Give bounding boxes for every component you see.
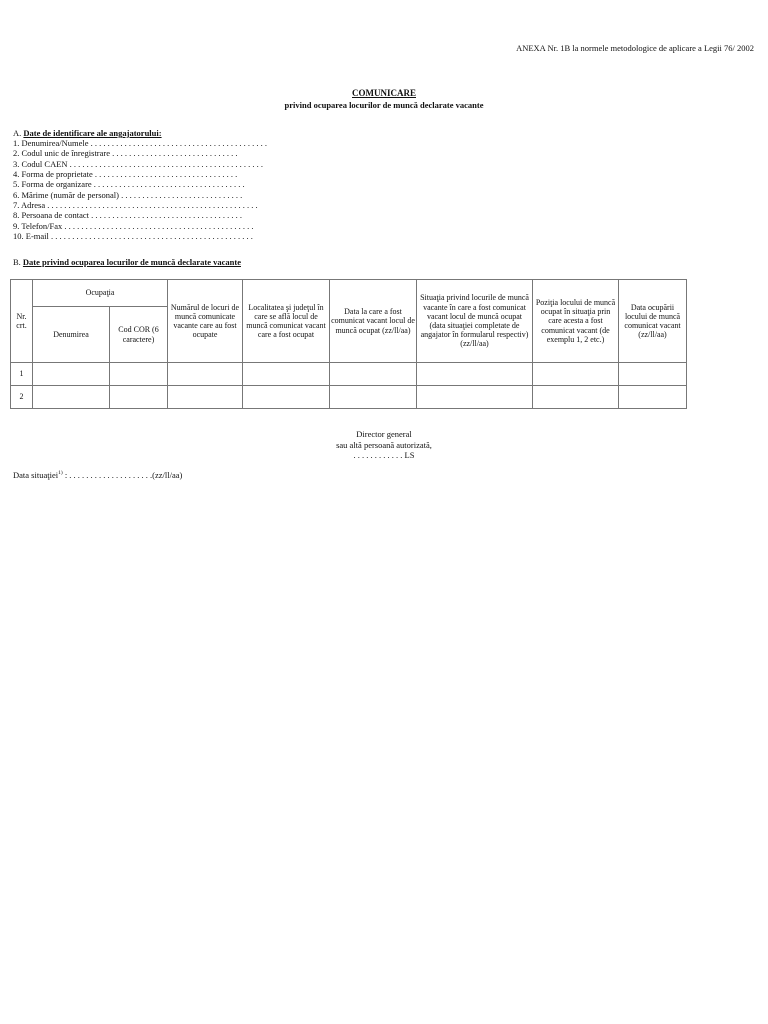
document-title-block (0, 88, 768, 110)
header-nr-crt: Nr. crt. (11, 280, 33, 363)
section-a-heading (13, 128, 353, 138)
field-adresa: 7. Adresa . . . . . . . . . . . . . . . . . . . . . . . . . . . . . . . . . . . . . . . . . . . . . . . . . . (13, 199, 258, 210)
field-forma-organizare: 5. Forma de organizare . . . . . . . . . . . . . . . . . . . . . . . . . . . . . . . . . . . . (13, 179, 245, 190)
section-a-title: Date de identificare ale angajatorului: (23, 128, 162, 138)
table-cell[interactable] (417, 386, 533, 409)
section-a-employer-identification (13, 128, 353, 241)
section-b-letter: B. (13, 257, 21, 267)
field-marime: 6. Mărime (număr de personal) . . . . . . . . . . . . . . . . . . . . . . . . . . . . . (13, 189, 243, 200)
annex-reference: ANEXA Nr. 1B la normele metodologice de aplicare a Legii 76/ 2002 (516, 43, 754, 53)
header-denumirea: Denumirea (33, 307, 110, 363)
table-cell[interactable] (243, 386, 330, 409)
data-situatiei-value: : . . . . . . . . . . . . . . . . . . . .(zz/ll/aa) (62, 470, 183, 480)
table-cell[interactable] (533, 363, 619, 386)
header-pozitia: Poziţia locului de muncă ocupat în situaţia prin care acesta a fost comunicat vacant (de exemplu 1, 2 etc.) (533, 280, 619, 363)
table-cell[interactable] (168, 363, 243, 386)
header-situatia: Situaţia privind locurile de muncă vacante în care a fost comunicat vacant locul de muncă ocupat (data situaţiei completate de angajator în formularul respectiv) (zz/ll/aa) (417, 280, 533, 363)
table-cell[interactable] (417, 363, 533, 386)
section-b-heading (13, 257, 241, 267)
signature-ls-line: . . . . . . . . . . . . LS (353, 450, 415, 461)
field-telefon-fax: 9. Telefon/Fax . . . . . . . . . . . . . . . . . . . . . . . . . . . . . . . . . . . . . . . . . . . . . (13, 220, 254, 231)
header-ocupatia: Ocupaţia (33, 280, 168, 307)
section-b-title: Date privind ocuparea locurilor de muncă declarate vacante (22, 257, 241, 267)
table-row (11, 363, 687, 386)
vacancy-table (10, 279, 687, 409)
row-number-cell: 1 (11, 363, 33, 386)
data-situatiei-label: Data situaţiei (13, 470, 59, 480)
field-cod-caen: 3. Codul CAEN . . . . . . . . . . . . . . . . . . . . . . . . . . . . . . . . . . . . . . . . . . . . . . (13, 158, 264, 169)
header-data-comunicat: Data la care a fost comunicat vacant locul de muncă ocupat (zz/ll/aa) (330, 280, 417, 363)
header-data-ocuparii: Data ocupării locului de muncă comunicat vacant (zz/ll/aa) (619, 280, 687, 363)
footnote-marker: 1) (58, 470, 63, 477)
table-row (11, 386, 687, 409)
field-cod-unic: 2. Codul unic de înregistrare . . . . . . . . . . . . . . . . . . . . . . . . . . . . . . (13, 148, 238, 159)
signature-title: Director general (356, 429, 412, 439)
table-cell[interactable] (330, 363, 417, 386)
field-forma-proprietate: 4. Forma de proprietate . . . . . . . . . . . . . . . . . . . . . . . . . . . . . . . . . . (13, 169, 238, 180)
header-numarul-locuri: Numărul de locuri de muncă comunicate vacante care au fost ocupate (168, 280, 243, 363)
table-cell[interactable] (243, 363, 330, 386)
table-cell[interactable] (330, 386, 417, 409)
section-a-letter: A. (13, 128, 22, 138)
table-header-row (11, 280, 687, 307)
table-cell[interactable] (619, 363, 687, 386)
table-cell[interactable] (619, 386, 687, 409)
section-b-heading-block (13, 257, 241, 267)
table-cell[interactable] (110, 386, 168, 409)
header-cod-cor: Cod COR (6 caractere) (110, 307, 168, 363)
table-cell[interactable] (168, 386, 243, 409)
document-subtitle: privind ocuparea locurilor de muncă declarate vacante (284, 99, 484, 110)
employer-field-list (13, 138, 353, 241)
signature-authorized: sau altă persoană autorizată, (336, 439, 432, 450)
field-persoana-contact: 8. Persoana de contact . . . . . . . . . . . . . . . . . . . . . . . . . . . . . . . . . . . . (13, 210, 242, 221)
data-situatiei-line (13, 470, 182, 480)
table-cell[interactable] (533, 386, 619, 409)
field-denumirea: 1. Denumirea/Numele . . . . . . . . . . . . . . . . . . . . . . . . . . . . . . . . . . . . . . . . . . (13, 138, 268, 149)
table-cell[interactable] (33, 363, 110, 386)
header-localitatea: Localitatea şi judeţul în care se află locul de muncă comunicat vacant care a fost ocupat (243, 280, 330, 363)
table-cell[interactable] (33, 386, 110, 409)
signature-block (0, 429, 768, 461)
field-email: 10. E-mail . . . . . . . . . . . . . . . . . . . . . . . . . . . . . . . . . . . . . . . . . . . . . . . . (13, 230, 253, 241)
table-cell[interactable] (110, 363, 168, 386)
row-number-cell: 2 (11, 386, 33, 409)
document-title: COMUNICARE (352, 88, 416, 98)
